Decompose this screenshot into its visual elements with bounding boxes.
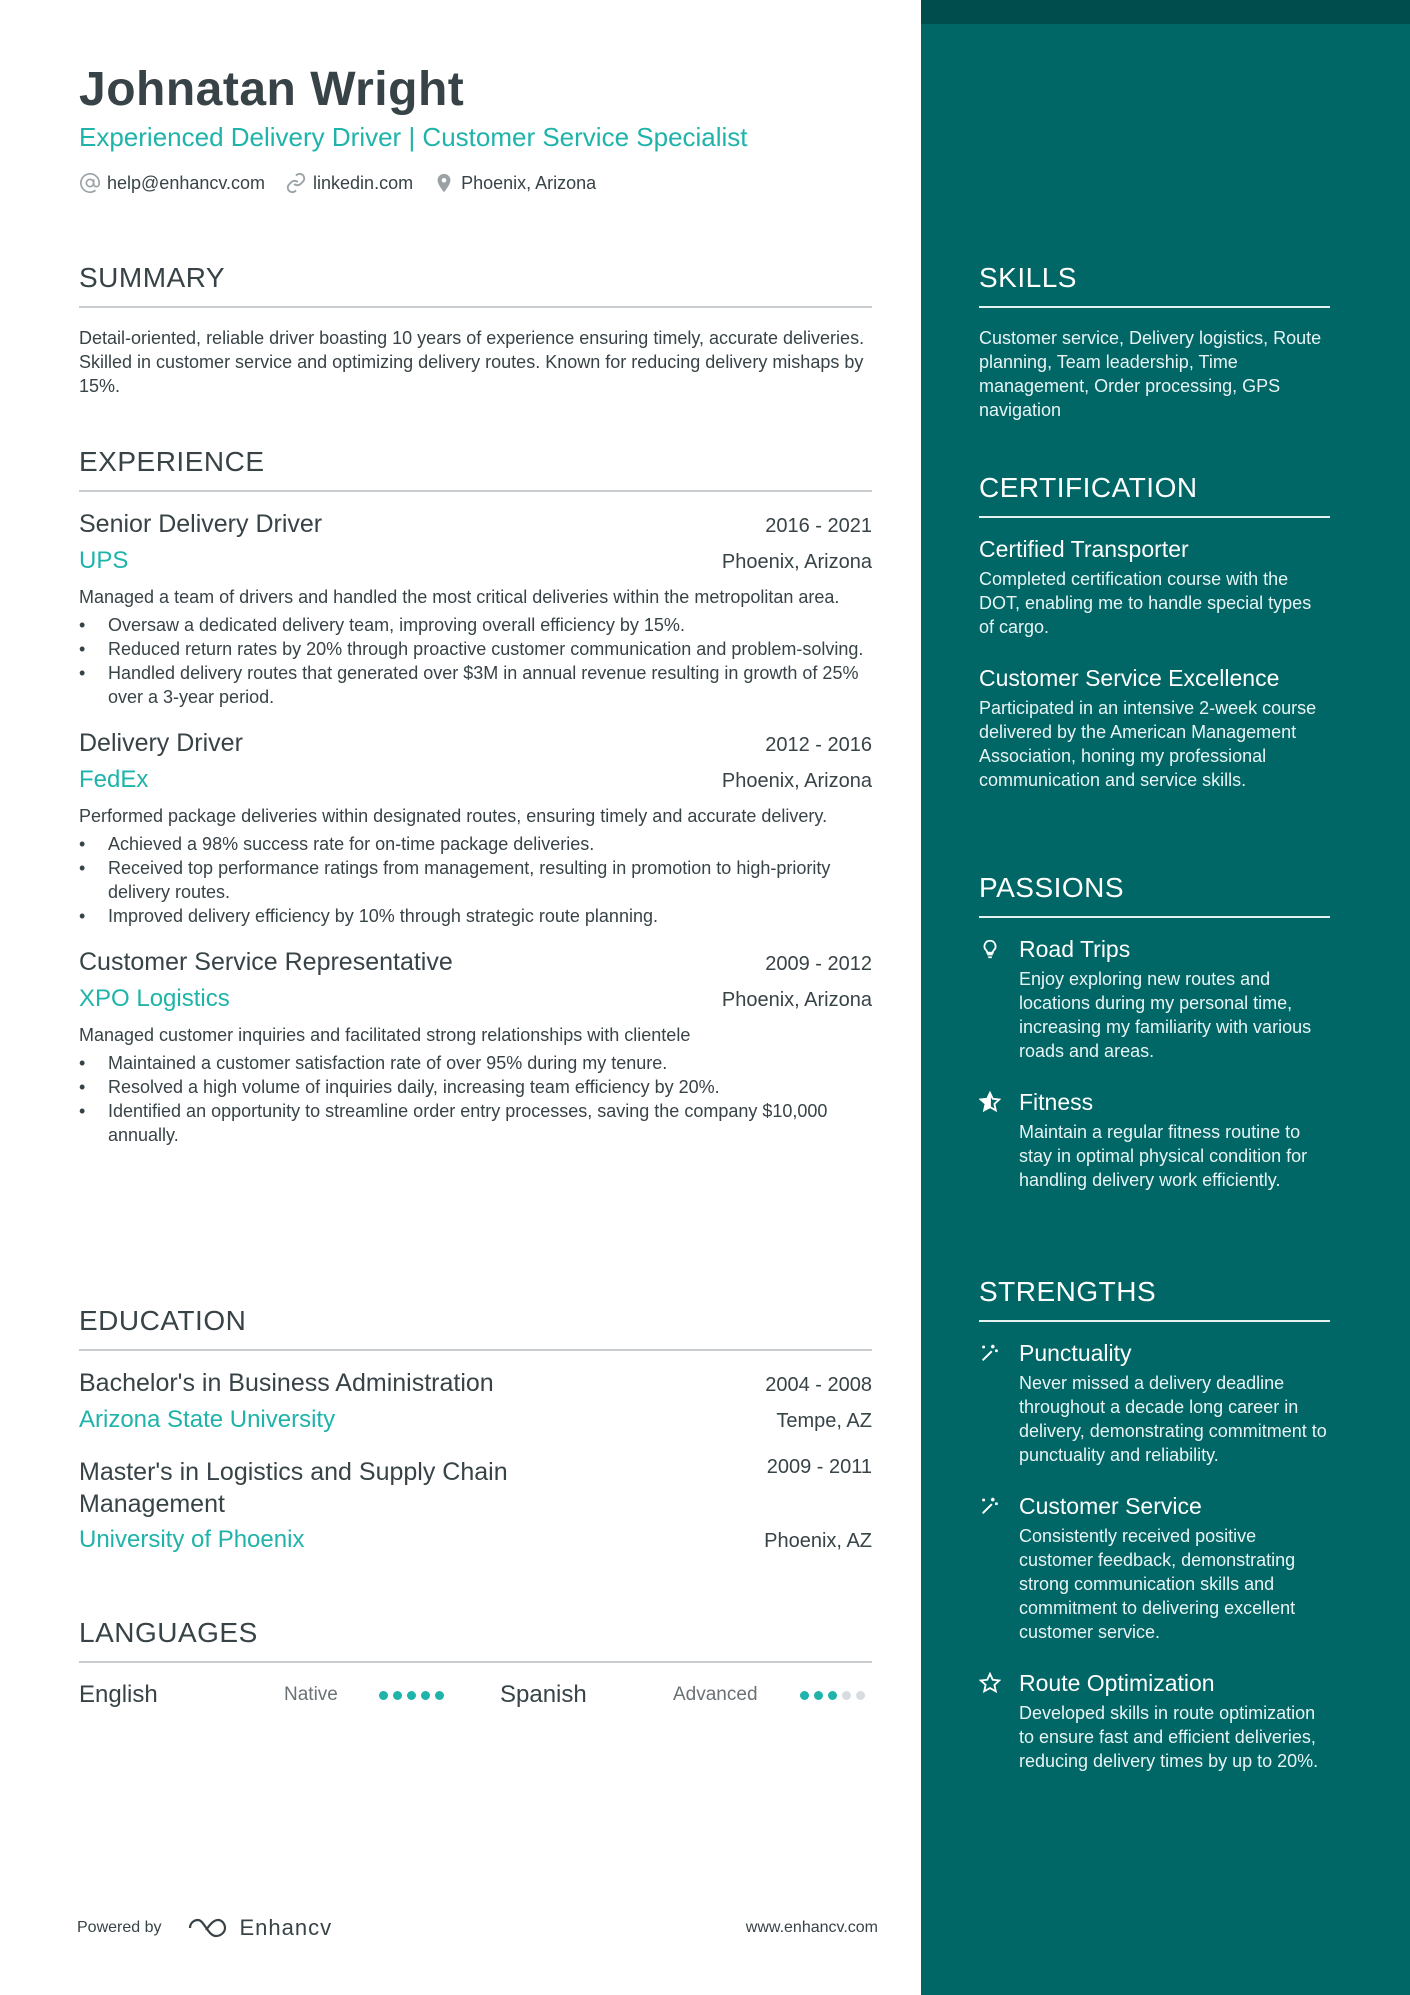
rating-dot-empty <box>842 1691 851 1700</box>
job-entry <box>79 948 872 1147</box>
education-entry <box>79 1369 872 1434</box>
enhancv-logo[interactable] <box>186 1915 333 1941</box>
certification-section <box>979 472 1330 818</box>
passion-name: Fitness <box>1019 1089 1094 1115</box>
contact-location <box>433 172 596 194</box>
job-dates: 2016 - 2021 <box>765 515 872 537</box>
job-bullet: • Oversaw a dedicated delivery team, improving overall efficiency by 15%. <box>79 613 872 637</box>
job-bullets <box>79 613 872 709</box>
job-bullet: • Resolved a high volume of inquiries daily, increasing team efficiency by 20%. <box>79 1075 872 1099</box>
at-icon <box>79 172 101 194</box>
rating-dot-filled <box>379 1691 388 1700</box>
job-company: XPO Logistics <box>79 985 230 1012</box>
strength-name: Route Optimization <box>1019 1670 1215 1696</box>
enhancv-brand: Enhancv <box>239 1915 333 1940</box>
job-dates: 2012 - 2016 <box>765 734 872 756</box>
rating-dot-filled <box>828 1691 837 1700</box>
job-description: Performed package deliveries within designated routes, ensuring timely and accurate delivery. <box>79 806 828 826</box>
job-bullet: • Reduced return rates by 20% through proactive customer communication and problem-solving. <box>79 637 872 661</box>
strength-text: Developed skills in route optimization to ensure fast and efficient deliveries, reducing delivery times by up to 20%. <box>1019 1703 1319 1771</box>
education-degree: Master's in Logistics and Supply Chain Management <box>79 1458 508 1518</box>
passion-item <box>979 936 1330 1063</box>
language-name: Spanish <box>500 1681 587 1708</box>
education-dates: 2009 - 2011 <box>766 1456 872 1478</box>
education-section <box>79 1305 872 1574</box>
job-company: FedEx <box>79 766 149 793</box>
rating-dot-filled <box>393 1691 402 1700</box>
job-bullets <box>79 1051 872 1147</box>
summary-text: Detail-oriented, reliable driver boasting 10 years of experience ensuring timely, accurate deliveries. Skilled in customer service and optimizing delivery routes. Known for reducing delivery mishaps by 15%. <box>79 328 865 396</box>
job-location: Phoenix, Arizona <box>721 989 872 1011</box>
contact-list <box>79 172 596 194</box>
language-level: Native <box>284 1684 338 1705</box>
job-bullet: • Handled delivery routes that generated over $3M in annual revenue resulting in growth of 25% over a 3-year period. <box>79 661 872 709</box>
passion-name: Road Trips <box>1019 936 1131 962</box>
strength-name: Customer Service <box>1019 1493 1202 1519</box>
education-dates: 2004 - 2008 <box>765 1374 872 1396</box>
languages-title: LANGUAGES <box>79 1617 872 1663</box>
contact-email-text: help@enhancv.com <box>107 172 266 193</box>
magic-wand-icon <box>979 1495 1001 1517</box>
education-location: Tempe, AZ <box>776 1410 872 1432</box>
sidebar-top-band <box>921 0 1410 24</box>
lightbulb-icon <box>979 938 1001 960</box>
job-entry <box>79 510 872 709</box>
footer-url[interactable]: www.enhancv.com <box>745 1919 878 1936</box>
rating-dot-filled <box>407 1691 416 1700</box>
experience-title: EXPERIENCE <box>79 446 872 492</box>
star-outline-icon <box>979 1672 1001 1694</box>
job-bullet: • Received top performance ratings from management, resulting in promotion to high-priority delivery routes. <box>79 856 872 904</box>
magic-wand-icon <box>979 1342 1001 1364</box>
location-pin-icon <box>433 172 455 194</box>
job-role: Senior Delivery Driver <box>79 510 323 538</box>
job-bullet: • Improved delivery efficiency by 10% through strategic route planning. <box>79 904 872 928</box>
certification-title: CERTIFICATION <box>979 472 1330 518</box>
job-role: Delivery Driver <box>79 729 243 757</box>
job-bullet: • Achieved a 98% success rate for on-time package deliveries. <box>79 832 872 856</box>
powered-by-label: Powered by <box>77 1919 162 1936</box>
strength-text: Consistently received positive customer feedback, demonstrating strong communication skills and commitment to delivering excellent customer service. <box>1019 1526 1296 1642</box>
skills-text: Customer service, Delivery logistics, Route planning, Team leadership, Time management, Order processing, GPS navigation <box>979 328 1322 420</box>
powered-by <box>77 1915 332 1941</box>
certification-text: Participated in an intensive 2-week course delivered by the American Management Association, honing my professional communication and service skills. <box>979 698 1317 790</box>
strength-item <box>979 1340 1330 1467</box>
skills-section <box>979 262 1330 422</box>
candidate-name: Johnatan Wright <box>79 63 465 116</box>
passion-text: Maintain a regular fitness routine to stay in optimal physical condition for handling delivery work efficiently. <box>1019 1122 1308 1190</box>
contact-email[interactable] <box>79 172 265 194</box>
experience-section <box>79 446 872 1167</box>
education-school: University of Phoenix <box>79 1526 305 1553</box>
rating-dot-empty <box>856 1691 865 1700</box>
education-title: EDUCATION <box>79 1305 872 1351</box>
languages-section <box>79 1617 872 1709</box>
passion-item <box>979 1089 1330 1192</box>
contact-linkedin[interactable] <box>285 172 413 194</box>
education-entry <box>79 1456 872 1554</box>
passion-text: Enjoy exploring new routes and locations during my personal time, increasing my familiarity with various roads and areas. <box>1019 969 1312 1061</box>
contact-linkedin-text: linkedin.com <box>313 172 414 193</box>
skills-title: SKILLS <box>979 262 1330 308</box>
rating-dot-filled <box>814 1691 823 1700</box>
link-icon <box>285 172 307 194</box>
passions-section <box>979 872 1330 1218</box>
job-bullet: • Maintained a customer satisfaction rate of over 95% during my tenure. <box>79 1051 872 1075</box>
job-location: Phoenix, Arizona <box>721 551 872 573</box>
job-entry <box>79 729 872 928</box>
language-rating <box>379 1691 500 1700</box>
passions-title: PASSIONS <box>979 872 1330 918</box>
certification-item <box>979 536 1330 639</box>
summary-section <box>79 262 872 398</box>
job-company: UPS <box>79 547 129 574</box>
certification-name: Customer Service Excellence <box>979 665 1280 691</box>
education-location: Phoenix, AZ <box>764 1530 872 1552</box>
language-level: Advanced <box>673 1684 758 1705</box>
language-list <box>79 1681 872 1709</box>
education-degree: Bachelor's in Business Administration <box>79 1369 494 1397</box>
strength-item <box>979 1493 1330 1644</box>
rating-dot-filled <box>421 1691 430 1700</box>
enhancv-logo-icon <box>186 1916 232 1940</box>
certification-text: Completed certification course with the DOT, enabling me to handle special types of cargo. <box>979 569 1312 637</box>
rating-dot-filled <box>800 1691 809 1700</box>
job-bullet: • Identified an opportunity to streamline order entry processes, saving the company $10,000 annually. <box>79 1099 872 1147</box>
summary-title: SUMMARY <box>79 262 872 308</box>
job-location: Phoenix, Arizona <box>721 770 872 792</box>
job-role: Customer Service Representative <box>79 948 453 976</box>
certification-item <box>979 665 1330 792</box>
job-bullets <box>79 832 872 928</box>
job-description: Managed customer inquiries and facilitated strong relationships with clientele <box>79 1025 691 1045</box>
strength-name: Punctuality <box>1019 1340 1132 1366</box>
language-name: English <box>79 1681 158 1708</box>
footer <box>77 1915 878 1941</box>
star-half-icon <box>979 1091 1001 1113</box>
rating-dot-filled <box>435 1691 444 1700</box>
strength-item <box>979 1670 1330 1773</box>
education-school: Arizona State University <box>79 1406 336 1433</box>
contact-location-text: Phoenix, Arizona <box>461 172 597 193</box>
strength-text: Never missed a delivery deadline throughout a decade long career in delivery, demonstrating commitment to punctuality and reliability. <box>1019 1373 1327 1465</box>
certification-name: Certified Transporter <box>979 536 1189 562</box>
strengths-section <box>979 1276 1330 1799</box>
strengths-title: STRENGTHS <box>979 1276 1330 1322</box>
headline: Experienced Delivery Driver | Customer Service Specialist <box>79 122 748 152</box>
job-description: Managed a team of drivers and handled the most critical deliveries within the metropolitan area. <box>79 587 840 607</box>
job-dates: 2009 - 2012 <box>765 953 872 975</box>
language-rating <box>800 1691 865 1700</box>
